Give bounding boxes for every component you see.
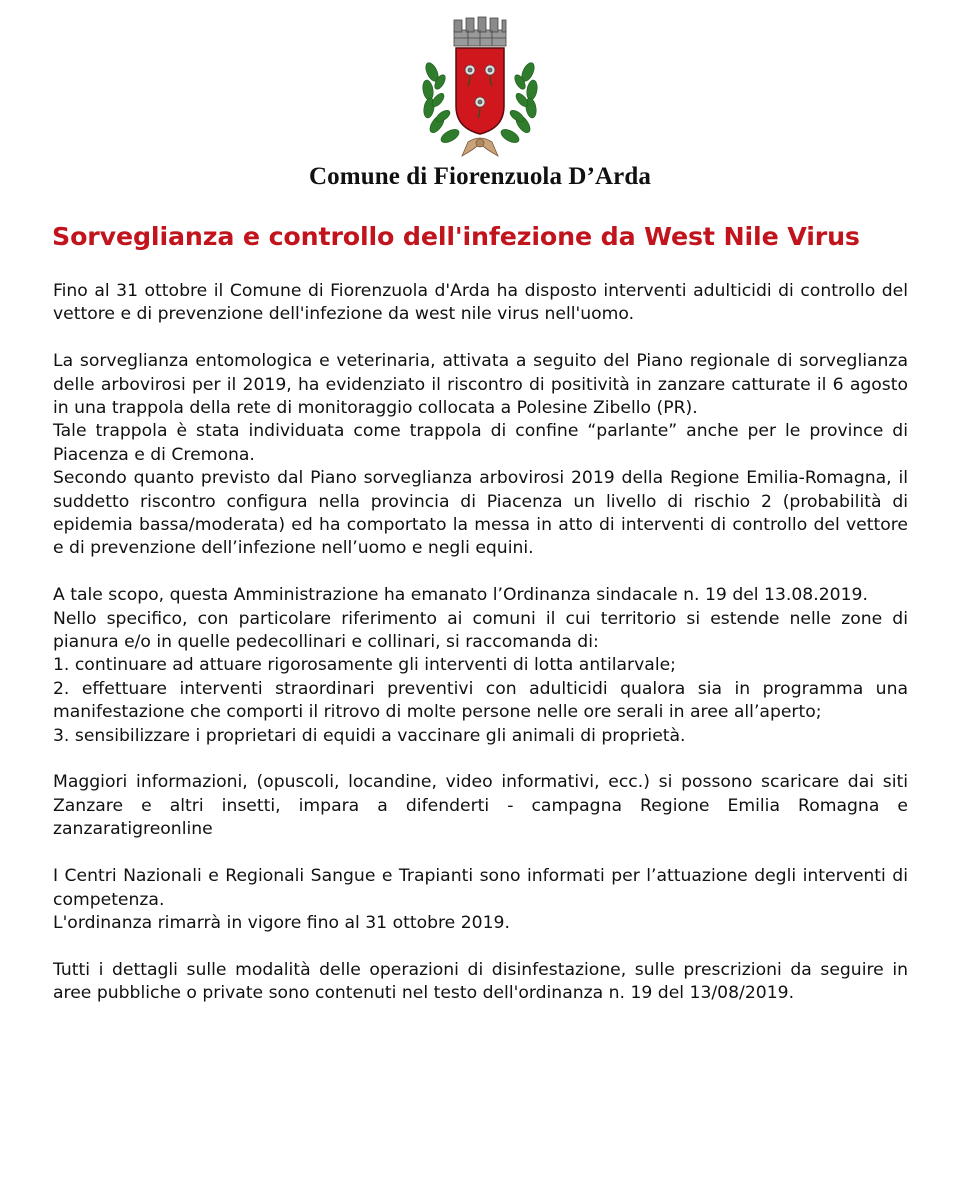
notice-title: Sorveglianza e controllo dell'infezione da West Nile Virus: [52, 222, 860, 251]
paragraph: Fino al 31 ottobre il Comune di Fiorenzuola d'Arda ha disposto interventi adulticidi di controllo del vettore e di prevenzione dell'infezione da west nile virus nell'uomo.: [53, 281, 908, 325]
paragraph: Secondo quanto previsto dal Piano sorveglianza arbovirosi 2019 della Regione Emilia-Romagna, il suddetto riscontro configura nella provincia di Piacenza un livello di rischio 2 (probabilità di epidemia bassa/moderata) ed ha comportato la messa in atto di interventi di controllo del vettore e di prevenzione dell’infezione nell’uomo e negli equini.: [53, 468, 908, 559]
list-item: 2. effettuare interventi straordinari preventivi con adulticidi qualora sia in programma una manifestazione che comporti il ritrovo di molte persone nelle ore serali in aree all’aperto;: [53, 678, 908, 723]
paragraph: L'ordinanza rimarrà in vigore fino al 31 ottobre 2019.: [53, 912, 510, 933]
municipality-name: Comune di Fiorenzuola D’Arda: [309, 163, 651, 190]
paragraph: Nello specifico, con particolare riferimento ai comuni il cui territorio si estende nelle zone di pianura e/o in quelle pedecollinari e collinari, si raccomanda di:: [53, 608, 908, 653]
list-item: 3. sensibilizzare i proprietari di equidi a vaccinare gli animali di proprietà.: [53, 725, 686, 746]
notice-body: [53, 280, 908, 1006]
paragraph: A tale scopo, questa Amministrazione ha emanato l’Ordinanza sindacale n. 19 del 13.08.2019.: [53, 585, 868, 606]
paragraph: I Centri Nazionali e Regionali Sangue e Trapianti sono informati per l’attuazione degli interventi di competenza.: [53, 866, 908, 910]
paragraph: La sorveglianza entomologica e veterinaria, attivata a seguito del Piano regionale di sorveglianza delle arbovirosi per il 2019, ha evidenziato il riscontro di positività in zanzare catturate il 6 agosto in una trappola della rete di monitoraggio collocata a Polesine Zibello (PR).: [53, 351, 908, 419]
paragraph: Tutti i dettagli sulle modalità delle operazioni di disinfestazione, sulle prescrizioni da seguire in aree pubbliche o private sono contenuti nel testo dell'ordinanza n. 19 del 13/08/2019.: [53, 959, 908, 1004]
list-item: 1. continuare ad attuare rigorosamente gli interventi di lotta antilarvale;: [53, 655, 676, 676]
coat-of-arms-icon: [418, 10, 542, 162]
paragraph: Maggiori informazioni, (opuscoli, locandine, video informativi, ecc.) si possono scaricare dai siti Zanzare e altri insetti, impara a difenderti - campagna Regione Emilia Romagna e zanzaratigreonline: [53, 772, 908, 840]
paragraph: Tale trappola è stata individuata come trappola di confine “parlante” anche per le province di Piacenza e di Cremona.: [53, 421, 908, 465]
